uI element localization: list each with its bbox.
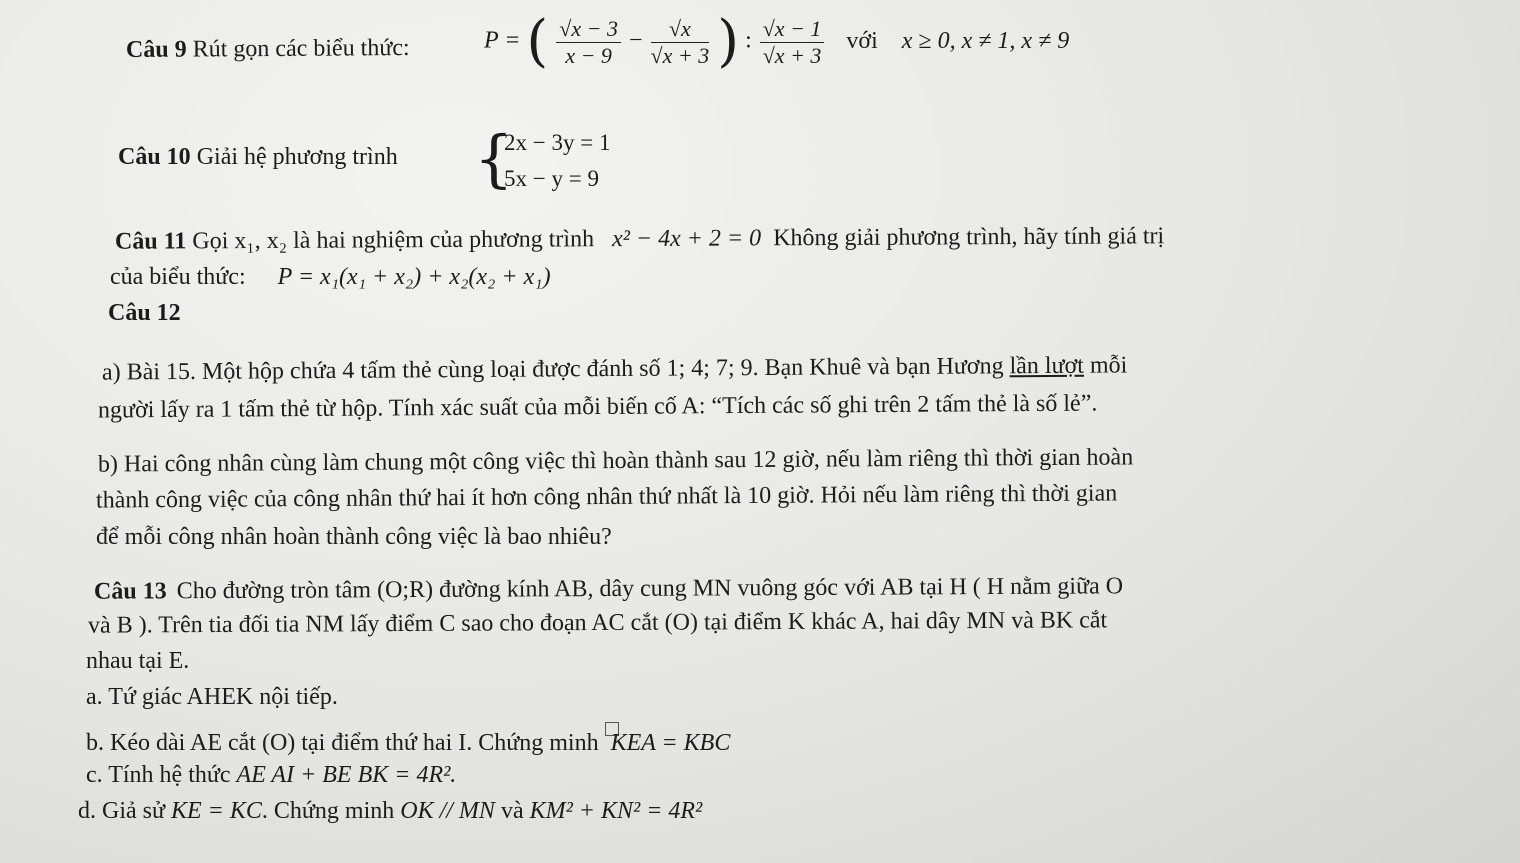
q9-fraction-2: $\frac{√x}{√x + 3}$: [650, 15, 710, 68]
q9-formula: P = ( $\frac{√x - 3}{x - 9}$ − $\frac{√x}{√x + 3}$ ) : $\frac{√x - 1}{√x + 3}$ với x ≥ 0, x ≠ 1, x ≠ 9: [484, 9, 1070, 74]
q12-a-line-1: a) Bài 15. Một hộp chứa 4 tấm thẻ cùng loại được đánh số 1; 4; 7; 9. Bạn Khuê và bạn Hương lần lượt mỗi: [101, 352, 1128, 386]
q13-b: b. Kéo dài AE cắt (O) tại điểm thứ hai I. Chứng minh KEA = KBC: [86, 722, 730, 758]
q13-a: a. Tứ giác AHEK nội tiếp.: [86, 684, 338, 710]
q11-text-2: Không giải phương trình, hãy tính giá trị: [773, 223, 1165, 252]
q13-label: Câu 13: [93, 578, 167, 605]
q11-label: Câu 11: [114, 228, 187, 255]
q13-c: c. Tính hệ thức AE AI + BE BK = 4R².: [86, 762, 457, 788]
q10-line: [118, 142, 398, 172]
q12-label: Câu 12: [108, 300, 181, 326]
q9-divide: :: [745, 27, 752, 54]
q9-line: [126, 33, 410, 65]
q13-line-1: Câu 13 Cho đường tròn tâm (O;R) đường kính AB, dây cung MN vuông góc với AB tại H ( H nằm giữa O: [93, 573, 1124, 605]
q11-equation: x² − 4x + 2 = 0: [611, 225, 762, 253]
q11-line-1: [115, 221, 1164, 256]
q10-label: Câu 10: [118, 144, 191, 170]
q10-text: Giải hệ phương trình: [196, 144, 398, 170]
q9-text: Rút gọn các biểu thức:: [192, 35, 410, 63]
q13-line-2: và B ). Trên tia đối tia NM lấy điểm C sao cho đoạn AC cắt (O) tại điểm K khác A, hai dây MN và BK cắt: [87, 607, 1108, 639]
q10-equation-1: 2x − 3y = 1: [504, 130, 611, 155]
q9-p: P =: [484, 27, 521, 54]
q13-c-math: AE AI + BE BK = 4R².: [236, 762, 457, 788]
q12-b-line-1: b) Hai công nhân cùng làm chung một công việc thì hoàn thành sau 12 giờ, nếu làm riêng thì thời gian hoàn: [97, 444, 1134, 478]
q13-d: d. Giả sử KE = KC. Chứng minh OK // MN và KM² + KN² = 4R²: [78, 798, 703, 824]
q9-minus: −: [628, 27, 643, 54]
q9-condition: x ≥ 0, x ≠ 1, x ≠ 9: [901, 27, 1070, 54]
q9-label: Câu 9: [125, 36, 187, 63]
q11-text-3: của biểu thức:: [110, 264, 246, 290]
q9-fraction-3: $\frac{√x - 1}{√x + 3}$: [760, 16, 825, 69]
q11-line-2: [110, 262, 551, 292]
q13-b-math: KEA = KBC: [610, 730, 731, 756]
q12-b-line-2: thành công việc của công nhân thứ hai ít hơn công nhân thứ nhất là 10 giờ. Hỏi nếu làm riêng thì thời gian: [95, 480, 1118, 514]
q13-line-3: nhau tại E.: [86, 648, 190, 674]
q9-fraction-1: $\frac{√x - 3}{x - 9}$: [556, 16, 621, 69]
q9-with: với: [846, 27, 878, 54]
q12-b-line-3: để mỗi công nhân hoàn thành công việc là bao nhiêu?: [96, 524, 612, 550]
q10-brace: {: [474, 122, 514, 195]
q12-a-line-2: người lấy ra 1 tấm thẻ từ hộp. Tính xác suất của mỗi biến cố A: “Tích các số ghi trên 2 tấm thẻ là số lẻ”.: [97, 390, 1098, 424]
q11-expression: P = x₁(x₁ + x₂) + x₂(x₂ + x₁): [277, 264, 551, 290]
q12-underlined: lần lượt: [1009, 352, 1085, 380]
q10-equation-2: 5x − y = 9: [504, 166, 599, 191]
q11-text-1: Gọi x₁, x₂ là hai nghiệm của phương trình: [192, 226, 595, 255]
